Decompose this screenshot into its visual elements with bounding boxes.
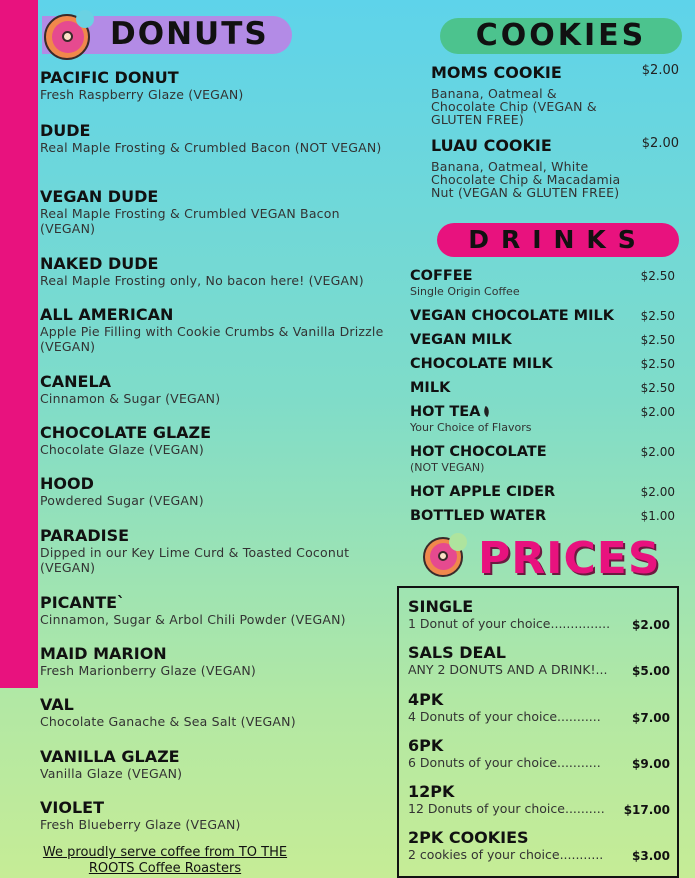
menu-item [40,254,390,288]
price-name: 12PK [408,782,455,801]
price-item [408,828,670,863]
price-value: $2.00 [632,618,670,632]
drink-name: MILK [410,380,451,396]
price-name: SINGLE [408,597,474,616]
item-name: HOOD [40,474,94,493]
menu-item [40,423,390,457]
drink-item [410,307,675,325]
price-item [408,782,670,817]
drink-price: $2.50 [640,309,675,323]
drink-item [410,379,675,397]
item-name: PARADISE [40,526,130,545]
price-description: ANY 2 DONUTS AND A DRINK!... [408,662,608,677]
menu-item [40,187,390,236]
menu-item [40,695,390,729]
price-value: $5.00 [632,664,670,678]
item-description: Dipped in our Key Lime Curd & Toasted Coconut (VEGAN) [40,545,350,575]
item-name: VAL [40,695,74,714]
price-description: 1 Donut of your choice............... [408,616,611,631]
menu-item [40,474,390,508]
item-description: Banana, Oatmeal, White Chocolate Chip & Macadamia Nut (VEGAN & GLUTEN FREE) [431,159,621,200]
item-description: Chocolate Ganache & Sea Salt (VEGAN) [40,714,296,729]
drink-price: $2.50 [640,357,675,371]
item-name: MAID MARION [40,644,167,663]
item-description: Banana, Oatmeal & Chocolate Chip (VEGAN & GLUTEN FREE) [431,86,597,127]
menu-item [40,593,390,627]
drink-item [410,331,675,349]
price-name: SALS DEAL [408,643,506,662]
item-description: Cinnamon, Sugar & Arbol Chili Powder (VEGAN) [40,612,346,627]
price-name: 6PK [408,736,444,755]
donut-icon [44,14,90,60]
drink-name: HOT CHOCOLATE [410,444,547,460]
drink-name: HOT APPLE CIDER [410,484,556,500]
leaf-icon [482,406,493,417]
drink-subtext: Single Origin Coffee [410,285,520,298]
drink-name-text: HOT TEA [410,404,481,420]
drink-name: COFFEE [410,268,473,284]
pink-side-bar [0,0,38,688]
item-description: Fresh Blueberry Glaze (VEGAN) [40,817,241,832]
price-description: 2 cookies of your choice........... [408,847,604,862]
item-description: Vanilla Glaze (VEGAN) [40,766,183,781]
item-name: LUAU COOKIE [431,136,552,155]
donuts-title: DONUTS [110,16,269,52]
drink-price: $1.00 [640,509,675,523]
item-description: Real Maple Frosting & Crumbled Bacon (NOT VEGAN) [40,140,382,155]
item-name: ALL AMERICAN [40,305,174,324]
drink-item [410,507,675,525]
drink-name: VEGAN CHOCOLATE MILK [410,308,614,324]
item-description: Fresh Marionberry Glaze (VEGAN) [40,663,256,678]
price-item [408,736,670,771]
price-name: 4PK [408,690,444,709]
drink-price: $2.00 [640,405,675,419]
price-item [408,690,670,725]
prices-title: PRICES [478,533,661,584]
drink-price: $2.50 [640,269,675,283]
drink-item [410,403,675,434]
item-name: NAKED DUDE [40,254,159,273]
price-value: $3.00 [632,849,670,863]
drink-price: $2.00 [640,485,675,499]
donut-icon [423,537,463,577]
price-name: 2PK COOKIES [408,828,529,847]
menu-item [40,747,390,781]
item-price: $2.00 [641,63,679,78]
item-name: VEGAN DUDE [40,187,159,206]
menu-item [40,526,390,575]
menu-item [40,644,390,678]
footer-note: We proudly serve coffee from TO THE ROOTS Coffee Roasters [42,845,288,876]
price-item [408,643,670,678]
menu-item [40,121,390,155]
item-description: Apple Pie Filling with Cookie Crumbs & Vanilla Drizzle (VEGAN) [40,324,384,354]
item-price: $2.00 [641,136,679,151]
item-description: Chocolate Glaze (VEGAN) [40,442,204,457]
drink-subtext: Your Choice of Flavors [410,421,532,434]
drink-price: $2.00 [640,445,675,459]
drinks-title: DRINKS [468,225,648,254]
item-description: Real Maple Frosting & Crumbled VEGAN Bacon (VEGAN) [40,206,340,236]
menu-item [40,372,390,406]
item-description: Powdered Sugar (VEGAN) [40,493,204,508]
item-name: CANELA [40,372,112,391]
item-name: PACIFIC DONUT [40,68,179,87]
drink-name [410,403,675,421]
price-description: 4 Donuts of your choice........... [408,709,601,724]
drink-item [410,267,675,298]
drink-name: VEGAN MILK [410,332,512,348]
item-name: VIOLET [40,798,104,817]
menu-item [40,68,390,102]
drink-item [410,483,675,501]
price-item [408,597,670,632]
drink-name: BOTTLED WATER [410,508,547,524]
price-description: 6 Donuts of your choice........... [408,755,601,770]
item-name: PICANTE` [40,593,126,612]
item-description: Cinnamon & Sugar (VEGAN) [40,391,221,406]
item-description: Real Maple Frosting only, No bacon here! (VEGAN) [40,273,364,288]
cookies-title: COOKIES [475,18,647,53]
price-value: $17.00 [623,803,670,817]
price-description: 12 Donuts of your choice.......... [408,801,605,816]
drink-price: $2.50 [640,381,675,395]
drink-item [410,355,675,373]
cookie-item [431,63,679,126]
cookie-item [431,136,679,199]
drink-name: CHOCOLATE MILK [410,356,553,372]
item-name: MOMS COOKIE [431,63,562,82]
drink-item [410,443,675,474]
drink-price: $2.50 [640,333,675,347]
item-name: VANILLA GLAZE [40,747,180,766]
price-value: $7.00 [632,711,670,725]
item-name: DUDE [40,121,91,140]
drink-subtext: (NOT VEGAN) [410,461,485,474]
item-description: Fresh Raspberry Glaze (VEGAN) [40,87,244,102]
item-name: CHOCOLATE GLAZE [40,423,212,442]
menu-item [40,798,390,832]
price-value: $9.00 [632,757,670,771]
menu-item [40,305,390,354]
